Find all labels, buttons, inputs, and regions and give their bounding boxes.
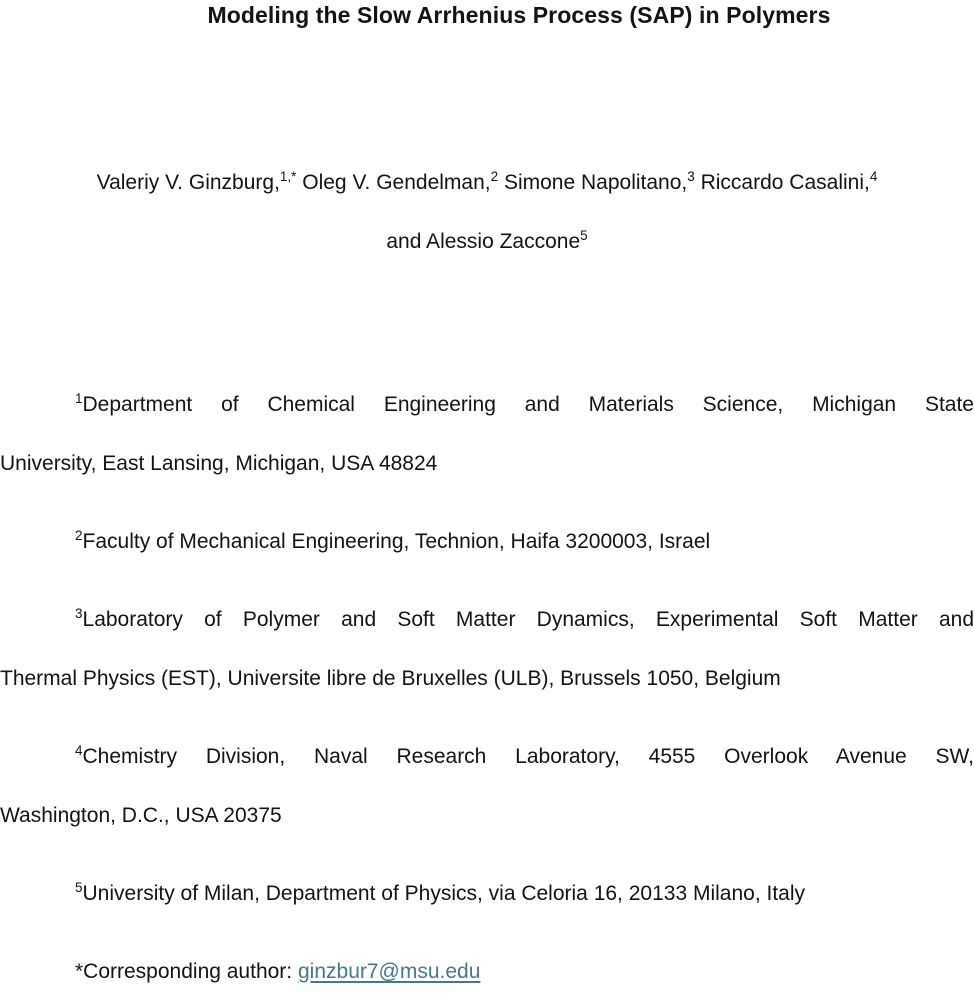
affiliation-text: Laboratory of Polymer and Soft Matter Dynamics, Experimental Soft Matter and bbox=[82, 608, 974, 631]
affiliation-text: Chemistry Division, Naval Research Laboratory, 4555 Overlook Avenue SW, bbox=[82, 745, 974, 768]
affiliation-text: Thermal Physics (EST), Universite libre de Bruxelles (ULB), Brussels 1050, Belgium bbox=[0, 667, 781, 690]
affiliation-text: University, East Lansing, Michigan, USA 48824 bbox=[0, 452, 438, 475]
affiliation-marker: 3 bbox=[75, 606, 83, 621]
corresponding-email-link[interactable]: ginzbur7@msu.edu bbox=[297, 960, 481, 983]
author-line-1 bbox=[0, 153, 974, 212]
author-affiliation-marker: 4 bbox=[869, 169, 878, 184]
affiliation-text: Faculty of Mechanical Engineering, Technion, Haifa 3200003, Israel bbox=[82, 530, 711, 553]
affiliation-1 bbox=[0, 375, 974, 493]
affiliation-4 bbox=[0, 727, 974, 845]
corresponding-author-label: *Corresponding author: bbox=[75, 960, 298, 983]
corresponding-author-line bbox=[0, 942, 974, 1001]
author-affiliation-marker: 3 bbox=[687, 169, 695, 184]
affiliation-2 bbox=[0, 512, 974, 571]
author-name: Simone Napolitano, bbox=[498, 171, 688, 194]
affiliation-marker: 2 bbox=[75, 528, 83, 543]
author-name: Riccardo Casalini, bbox=[694, 171, 870, 194]
author-name: and Alessio Zaccone bbox=[386, 230, 581, 253]
affiliation-marker: 5 bbox=[75, 880, 83, 895]
affiliation-text: Department of Chemical Engineering and Materials Science, Michigan State bbox=[82, 393, 974, 416]
author-name: Oleg V. Gendelman, bbox=[296, 171, 491, 194]
affiliation-text: Washington, D.C., USA 20375 bbox=[0, 804, 282, 827]
affiliation-marker: 1 bbox=[75, 391, 83, 406]
author-name: Valeriy V. Ginzburg, bbox=[96, 171, 280, 194]
author-affiliation-marker: 5 bbox=[580, 228, 588, 243]
affiliation-5 bbox=[0, 864, 974, 923]
affiliation-block bbox=[0, 375, 974, 1001]
author-affiliation-marker: 1,* bbox=[279, 169, 297, 184]
author-line-2 bbox=[0, 212, 974, 271]
affiliation-text: University of Milan, Department of Physics, via Celoria 16, 20133 Milano, Italy bbox=[82, 882, 805, 905]
author-affiliation-marker: 2 bbox=[490, 169, 499, 184]
author-block bbox=[0, 153, 974, 271]
affiliation-marker: 4 bbox=[75, 743, 83, 758]
affiliation-3 bbox=[0, 590, 974, 708]
paper-title: Modeling the Slow Arrhenius Process (SAP) in Polymers bbox=[207, 2, 831, 28]
